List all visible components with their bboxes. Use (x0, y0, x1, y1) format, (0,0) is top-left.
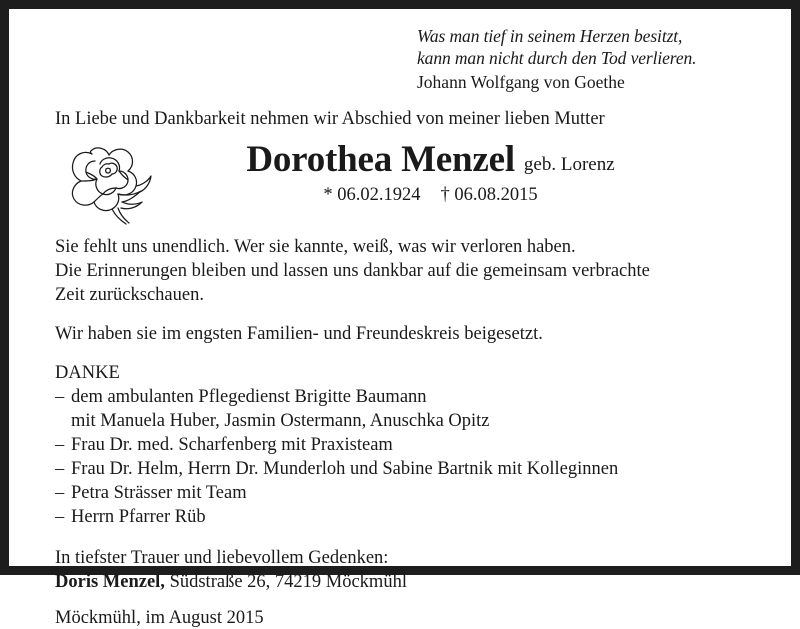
maiden-name: geb. Lorenz (523, 153, 615, 175)
paragraph-line: Sie fehlt uns unendlich. Wer sie kannte, weiß, was wir verloren haben. (55, 236, 576, 257)
quote-block (417, 9, 757, 94)
intro-line: In Liebe und Dankbarkeit nehmen wir Abschied von meiner lieben Mutter (55, 108, 605, 129)
quote-author: Johann Wolfgang von Goethe (417, 71, 625, 92)
name-area (46, 140, 757, 226)
list-item (55, 457, 757, 481)
death-symbol: † (440, 185, 450, 206)
list-item-text: Petra Strässer mit Team (71, 483, 247, 504)
list-item-text: dem ambulanten Pflegedienst Brigitte Baumann (71, 387, 427, 408)
mourner-name: Doris Menzel, (55, 571, 165, 592)
mourner-line (55, 570, 757, 594)
closing-block (46, 546, 757, 594)
notice-content (9, 9, 791, 628)
quote-line-1: Was man tief in seinem Herzen besitzt, (417, 26, 683, 46)
list-item-text: Frau Dr. med. Scharfenberg mit Praxisteam (71, 435, 393, 456)
list-item (55, 505, 757, 529)
list-dash: – (55, 459, 65, 480)
birth-symbol: * (323, 185, 333, 206)
list-item (55, 433, 757, 457)
paragraph-line: Zeit zurückschauen. (55, 284, 204, 305)
list-item-sub: mit Manuela Huber, Jasmin Ostermann, Anuschka Opitz (71, 411, 490, 432)
paragraph-line: Die Erinnerungen bleiben und lassen uns dankbar auf die gemeinsam verbrachte (55, 260, 650, 281)
paragraph-remembrance (55, 235, 757, 307)
birth-date: 06.02.1924 (337, 185, 421, 206)
list-dash: – (55, 483, 65, 504)
list-item (55, 481, 757, 505)
thanks-heading: DANKE (55, 362, 120, 383)
deceased-name: Dorothea Menzel (246, 138, 515, 180)
rose-icon (62, 136, 160, 214)
closing-line: In tiefster Trauer und liebevollem Gedenken: (55, 547, 389, 568)
mourner-address: Südstraße 26, 74219 Möckmühl (164, 571, 407, 592)
list-item-text: Frau Dr. Helm, Herrn Dr. Munderloh und Sabine Bartnik mit Kolleginnen (71, 459, 619, 480)
thanks-list (55, 385, 757, 529)
paragraph-line: Wir haben sie im engsten Familien- und Freundeskreis beigesetzt. (55, 323, 543, 344)
quote-line-2: kann man nicht durch den Tod verlieren. (417, 48, 697, 69)
list-dash: – (55, 387, 65, 408)
list-dash: – (55, 435, 65, 456)
place-and-date: Möckmühl, im August 2015 (55, 607, 264, 628)
list-dash: – (55, 507, 65, 528)
list-item-text: Herrn Pfarrer Rüb (71, 507, 206, 528)
death-date: 06.08.2015 (454, 185, 538, 206)
life-dates (104, 185, 757, 206)
name-row (104, 140, 757, 181)
body-block (46, 235, 757, 530)
list-item (55, 385, 757, 409)
paragraph-burial (55, 322, 757, 346)
